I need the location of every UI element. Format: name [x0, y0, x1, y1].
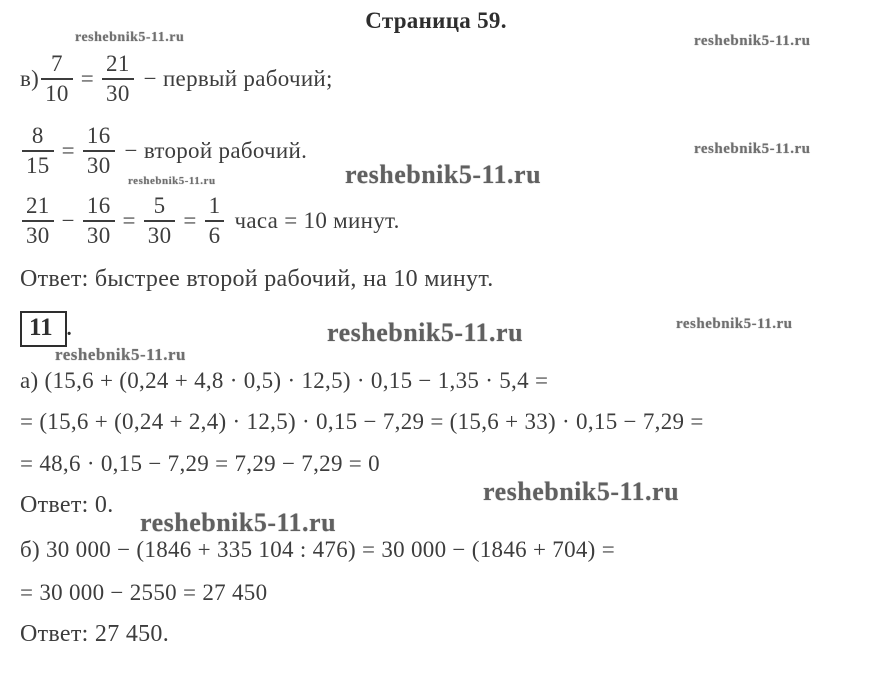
fraction — [22, 122, 54, 180]
item-label: в) — [20, 66, 40, 92]
watermark: reshebnik5-11.ru — [327, 318, 524, 347]
equals-sign: = — [61, 138, 75, 164]
watermark: reshebnik5-11.ru — [676, 316, 793, 332]
fraction-denominator: 30 — [83, 150, 115, 180]
solution-11b-line-1: б) 30 000 − (1846 + 335 104 : 476) = 30 000 − (1846 + 704) = — [20, 537, 615, 562]
fraction-denominator: 30 — [83, 220, 115, 250]
fraction-numerator: 8 — [31, 123, 44, 148]
fraction-denominator: 30 — [22, 220, 54, 250]
minus-sign: − — [61, 208, 75, 234]
equals-sign: = — [122, 208, 136, 234]
watermark: reshebnik5-11.ru — [345, 160, 542, 189]
fraction-numerator: 21 — [26, 193, 50, 218]
fraction — [41, 50, 73, 108]
fraction — [102, 50, 134, 108]
fraction-denominator: 15 — [22, 150, 54, 180]
fraction-numerator: 1 — [208, 193, 221, 218]
line-text: часа = 10 минут. — [234, 208, 400, 234]
watermark: reshebnik5-11.ru — [55, 345, 186, 364]
answer-11b: Ответ: 27 450. — [20, 621, 170, 647]
fraction — [83, 122, 115, 180]
answer-v: Ответ: быстрее второй рабочий, на 10 минут. — [20, 266, 494, 292]
fraction — [83, 192, 115, 250]
solution-v-line-3 — [20, 192, 400, 250]
watermark: reshebnik5-11.ru — [128, 175, 216, 187]
fraction-numerator: 7 — [51, 51, 63, 76]
solution-11b-line-2: = 30 000 − 2550 = 27 450 — [20, 580, 268, 605]
fraction-numerator: 5 — [153, 193, 166, 218]
solution-11a-line-1: а) (15,6 + (0,24 + 4,8 · 0,5) · 12,5) · 0,15 − 1,35 · 5,4 = — [20, 368, 549, 393]
solution-11a-line-2: = (15,6 + (0,24 + 2,4) · 12,5) · 0,15 − 7,29 = (15,6 + 33) · 0,15 − 7,29 = — [20, 409, 704, 434]
line-text: − второй рабочий. — [124, 138, 308, 164]
watermark: reshebnik5-11.ru — [694, 141, 811, 157]
task-number-box: 11 — [20, 311, 67, 347]
fraction-denominator: 6 — [205, 220, 225, 250]
page-title: Страница 59. — [365, 8, 507, 33]
fraction-numerator: 16 — [86, 123, 111, 148]
watermark: reshebnik5-11.ru — [694, 33, 811, 49]
line-text: − первый рабочий; — [143, 66, 333, 92]
solution-v-line-1 — [20, 50, 333, 108]
fraction-numerator: 16 — [86, 193, 111, 218]
equals-sign: = — [80, 66, 95, 92]
fraction — [22, 192, 54, 250]
solution-11a-line-3: = 48,6 · 0,15 − 7,29 = 7,29 − 7,29 = 0 — [20, 451, 380, 476]
fraction-denominator: 30 — [102, 78, 134, 108]
watermark: reshebnik5-11.ru — [483, 477, 680, 506]
fraction — [144, 192, 176, 250]
task-number-period: . — [66, 318, 72, 340]
watermark: reshebnik5-11.ru — [140, 508, 337, 537]
solution-v-line-2 — [20, 122, 307, 180]
fraction-numerator: 21 — [106, 51, 130, 76]
answer-11a: Ответ: 0. — [20, 492, 114, 518]
watermark: reshebnik5-11.ru — [75, 30, 185, 45]
fraction — [205, 192, 225, 250]
task-number-11 — [20, 311, 72, 347]
equals-sign: = — [183, 208, 197, 234]
fraction-denominator: 10 — [41, 78, 73, 108]
fraction-denominator: 30 — [144, 220, 176, 250]
